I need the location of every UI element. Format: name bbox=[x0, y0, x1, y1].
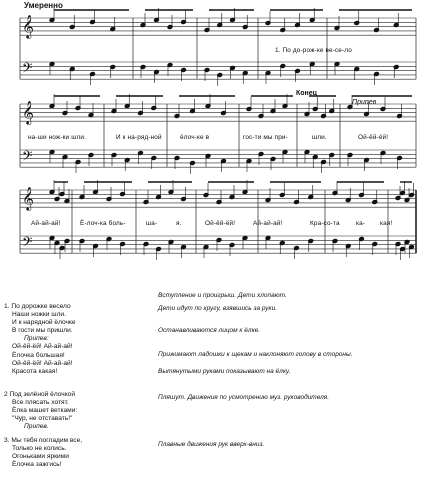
refrain-label: Припев. bbox=[24, 423, 49, 431]
lyric: И к на-ряд-ной bbox=[116, 134, 162, 141]
lyric: Ё-лоч-ка боль- bbox=[80, 220, 126, 227]
lyrics-system-1: 1. По до-рож-ке ве-се-ло bbox=[275, 47, 352, 54]
movement-note: Пляшут. Движения по усмотрению муз. руководителя. bbox=[158, 394, 330, 401]
lyric: ша- bbox=[146, 220, 158, 227]
lyric: Ой-ёй-ёй! bbox=[358, 134, 389, 141]
verse-line: 3. Мы тебя погладим все, bbox=[4, 437, 83, 444]
tempo-marking: Умеренно bbox=[24, 1, 63, 10]
verse-line: 2 Под зелёной ёлочкой bbox=[4, 391, 76, 398]
verse-line: Огоньками яркими bbox=[12, 453, 69, 461]
verse-line: Наши ножки шли. bbox=[12, 311, 66, 319]
movement-note: Останавливаются лицом к ёлке. bbox=[158, 327, 261, 334]
treble-clef-icon: 𝄞 bbox=[22, 14, 34, 38]
movement-note: Дети идут по кругу, взявшись за руки. bbox=[158, 305, 278, 312]
verse-line: И к нарядной ёлочке bbox=[12, 319, 76, 327]
refrain-line: Красота какая! bbox=[12, 367, 58, 375]
lyric: Ой-ёй-ёй! bbox=[205, 220, 236, 227]
bass-clef-icon: 𝄢 bbox=[22, 148, 33, 167]
bass-clef-icon: 𝄢 bbox=[22, 60, 33, 79]
refrain-line: Ой-ёй-ёй! Ай-ай-ай! bbox=[12, 359, 73, 367]
lyric: на-ши нож-ки шли. bbox=[28, 134, 86, 141]
konec-marking: Конец bbox=[296, 90, 317, 97]
verse-line: Ёлочка зажгись! bbox=[12, 461, 62, 469]
lyric: я. bbox=[176, 220, 182, 227]
treble-clef-icon: 𝄞 bbox=[22, 186, 34, 210]
lyric: ка- bbox=[356, 220, 366, 227]
refrain-line: Ёлочка большая! bbox=[12, 351, 65, 359]
lyric: Ай-ай-ай! bbox=[253, 220, 283, 227]
refrain-label: Припев: bbox=[24, 335, 49, 343]
verse-line: Все плясать хотят. bbox=[12, 399, 69, 407]
verse-2 bbox=[4, 391, 77, 431]
refrain-line: Ой-ёй-ёй! Ай-ай-ай! bbox=[12, 343, 73, 351]
lyric: ёлоч-ке в bbox=[180, 134, 210, 141]
treble-clef-icon: 𝄞 bbox=[22, 100, 34, 124]
movement-note: Прижимают ладошки к щекам и наклоняют голову в стороны. bbox=[158, 351, 353, 358]
lyric: гос-ти мы при- bbox=[243, 134, 288, 141]
verse-line: 1. По дорожке весело bbox=[4, 303, 71, 310]
movement-note: Вступление и проигрыш. Дети хлопают. bbox=[158, 292, 287, 299]
verse-line: Только не колись. bbox=[12, 445, 67, 453]
pripev-marking: Припев bbox=[352, 99, 377, 106]
movement-note: Плавные движения рук вверх-вниз. bbox=[158, 441, 265, 448]
lyric: Кра-со-та bbox=[310, 220, 340, 227]
movement-note: Вытянутыми руками показывают на ёлку. bbox=[158, 368, 291, 375]
verse-line: "Чур, не отставать!" bbox=[12, 415, 73, 423]
verse-line: Ёлка машет ветками: bbox=[12, 407, 78, 415]
verse-1 bbox=[4, 303, 76, 376]
verse-line: В гости мы пришли. bbox=[12, 327, 73, 335]
verse-3 bbox=[4, 437, 82, 469]
lyric: кая! bbox=[380, 220, 393, 227]
lyric: Ай-ай-ай! bbox=[31, 220, 61, 227]
lyric: шли. bbox=[312, 134, 327, 141]
bass-clef-icon: 𝄢 bbox=[22, 234, 33, 253]
